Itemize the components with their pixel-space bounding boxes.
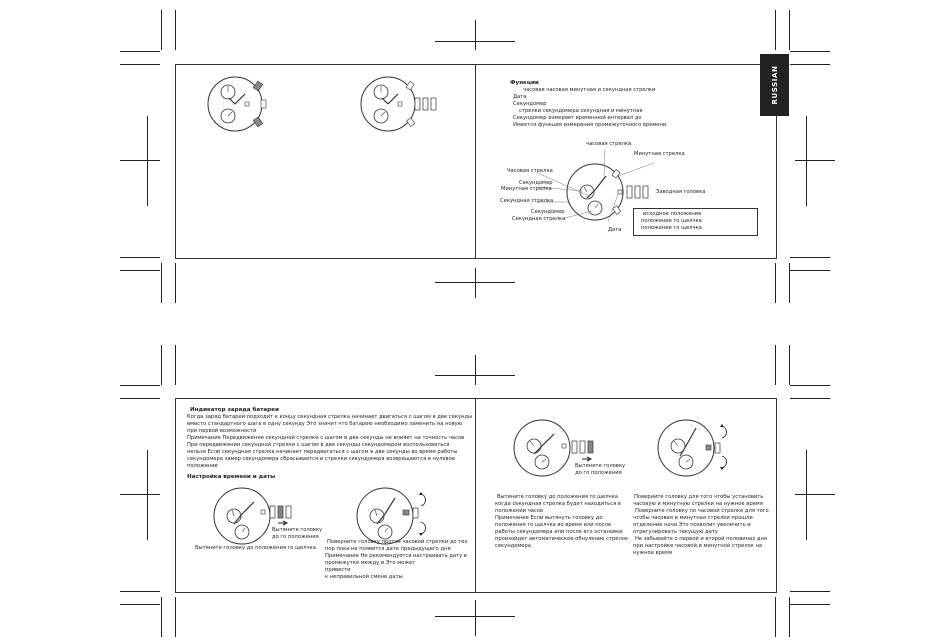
crown-position-2 bbox=[286, 506, 291, 518]
watch-diagram-top-2 bbox=[358, 74, 448, 138]
crown bbox=[413, 508, 418, 518]
caption-right-line: к неправильной смене даты bbox=[325, 574, 403, 580]
pull-arrow-icon bbox=[582, 457, 591, 461]
caption-left: Вытяните головку до положения го щелчка bbox=[195, 545, 316, 551]
battery-line: При передвижении секундной стрелки с шагом в две секунды секундомером воспользоваться bbox=[187, 442, 450, 448]
label-hour-hand: Часовая стрелка bbox=[507, 168, 553, 174]
date-window bbox=[245, 102, 249, 106]
label-stopwatch-minute-2: Минутная стрелка bbox=[501, 186, 552, 192]
functions-line: Секундомер bbox=[513, 101, 547, 107]
caption-right-line: чтобы часовая и минутная стрелки прошли bbox=[633, 515, 753, 521]
label-stopwatch-second-2: Секундная стрелка bbox=[512, 216, 566, 222]
caption-left-line: положения го щелчка во время или после bbox=[495, 522, 612, 528]
rotate-arrow-icon bbox=[722, 426, 727, 438]
battery-line: секундомера замер секундомера сбрасывается и стрелки секундомера возвращаются в нулевое bbox=[187, 456, 455, 462]
crown-position-1 bbox=[278, 506, 283, 518]
battery-line: нельзя Если секундная стрелка начинает передвигаться с шагом в две секунды во время работы bbox=[187, 449, 458, 455]
label-stopwatch-minute: Секундомер bbox=[519, 180, 553, 186]
caption-right-line: привести bbox=[325, 567, 351, 573]
watch-case bbox=[658, 420, 714, 476]
caption-right-line: при настройке часовой и минутной стрелок на bbox=[633, 543, 763, 549]
date-window bbox=[562, 444, 566, 448]
crown-position-0 bbox=[572, 441, 577, 453]
label-hour-hand-top: часовая стрелка bbox=[586, 141, 632, 147]
caption-right-line: отделение ночи Это позволит увеличить и bbox=[633, 522, 751, 528]
crown bbox=[715, 443, 720, 453]
label-date: Дата bbox=[608, 227, 622, 233]
watch-case bbox=[214, 488, 270, 544]
functions-title: Функции bbox=[510, 80, 539, 86]
label-crown: Заводная головка bbox=[656, 189, 706, 195]
setting-title: Настройка времени и даты bbox=[187, 474, 276, 480]
battery-line: Примечание Передвижение секундной стрелки с шагом в две секунды не влияет на точность часов bbox=[187, 435, 465, 441]
pull-crown-label-2: до го положения bbox=[575, 470, 622, 476]
functions-line: Секундомер измеряет временной интервал до bbox=[513, 115, 642, 121]
label-stopwatch-second: Секундомер bbox=[531, 209, 565, 215]
date-window bbox=[706, 445, 711, 450]
rotate-arrow-icon bbox=[421, 494, 426, 506]
crown-position-1 bbox=[635, 186, 640, 198]
watch-diagram-top-1 bbox=[205, 74, 285, 138]
caption-right-line: Поверните головку по часовой стрелке для того bbox=[635, 508, 769, 514]
caption-right-line: Не забывайте о первой и второй половинах дня bbox=[635, 536, 768, 542]
caption-right-line: часовую и минутную стрелки на нужное время bbox=[633, 501, 763, 507]
caption-left-line: секундомера bbox=[495, 543, 531, 549]
language-tab bbox=[760, 54, 789, 116]
date-window bbox=[398, 102, 402, 106]
caption-right-line: Поверните головку для того чтобы установить bbox=[634, 494, 764, 500]
pull-arrow-icon bbox=[278, 521, 287, 525]
pull-crown-label-2: до го положения bbox=[272, 534, 319, 540]
label-second-hand: Секундная стрелка bbox=[500, 198, 554, 204]
functions-line: Имеется функция измерения промежуточного времени. bbox=[513, 122, 668, 128]
caption-left-line: Примечание Если вытянуть головку до bbox=[495, 515, 603, 521]
caption-left-line: Вытяните головку до положения го щелчка bbox=[497, 494, 618, 500]
crown-position-1 bbox=[423, 98, 428, 110]
battery-line: вместо стандартного шага в одну секунду Это значит что батарею необходимо заменить на новую bbox=[187, 421, 463, 427]
watch-case bbox=[514, 420, 570, 476]
language-tab-label: RUSSIAN bbox=[770, 65, 779, 105]
caption-left-line: положении часов bbox=[495, 508, 544, 514]
caption-right-line: нужное время bbox=[633, 550, 673, 556]
caption-right-line: Поверните головку против часовой стрелки до тех bbox=[327, 539, 468, 545]
label-minute-hand: Минутная стрелка bbox=[634, 151, 685, 157]
crown-position-0 bbox=[415, 98, 420, 110]
date-window bbox=[403, 510, 409, 515]
caption-right-line: отрегулировать текущую дату bbox=[633, 529, 718, 535]
pull-crown-label: Вытяните головку bbox=[575, 463, 626, 469]
caption-right-line: промежутке между и Это может bbox=[325, 560, 416, 566]
crown-position-2 bbox=[588, 441, 593, 453]
caption-right-line: пор пока не появится дата предыдущего дня bbox=[325, 546, 451, 552]
crown-position-2 bbox=[431, 98, 436, 110]
watch-diagram-rotate-hands bbox=[656, 416, 736, 480]
watch-case bbox=[357, 488, 413, 544]
crown-position-0 bbox=[627, 186, 632, 198]
crown-position-2 bbox=[643, 186, 648, 198]
pull-crown-label: Вытяните головку bbox=[272, 527, 323, 533]
crown-position-1 bbox=[580, 441, 585, 453]
caption-right-line: Примечание Не рекомендуется настраивать дату в bbox=[325, 553, 467, 559]
crown-position-0 bbox=[270, 506, 275, 518]
battery-title: Индикатор заряда батареи bbox=[190, 407, 279, 413]
crown bbox=[261, 100, 266, 108]
caption-left-line: когда секундная стрелка будет находиться в bbox=[495, 501, 621, 507]
battery-line: Когда заряд батареи подходит к концу секундная стрелка начинает двигаться с шагом в две секунды bbox=[187, 414, 473, 420]
battery-line: при первой возможности bbox=[187, 428, 257, 434]
legend-line: положение го щелчка bbox=[641, 218, 702, 224]
legend-line: положение го щелчка bbox=[641, 225, 702, 231]
functions-line: Дата bbox=[513, 94, 527, 100]
date-window bbox=[261, 510, 265, 514]
rotate-arrow-icon bbox=[722, 456, 727, 468]
rotate-arrow-icon bbox=[421, 522, 426, 534]
battery-line: положение bbox=[187, 463, 218, 469]
caption-left-line: работы секундомера или после его остановки bbox=[495, 529, 623, 535]
legend-line: исходное положение bbox=[643, 211, 702, 217]
functions-line: часовая часовая минутная и секундная стрелки bbox=[523, 87, 656, 93]
caption-left-line: произойдет автоматическое обнуление стрелок bbox=[495, 536, 629, 542]
functions-line: стрелки секундомера секундная и минутная bbox=[519, 108, 643, 114]
date-window bbox=[618, 190, 622, 194]
